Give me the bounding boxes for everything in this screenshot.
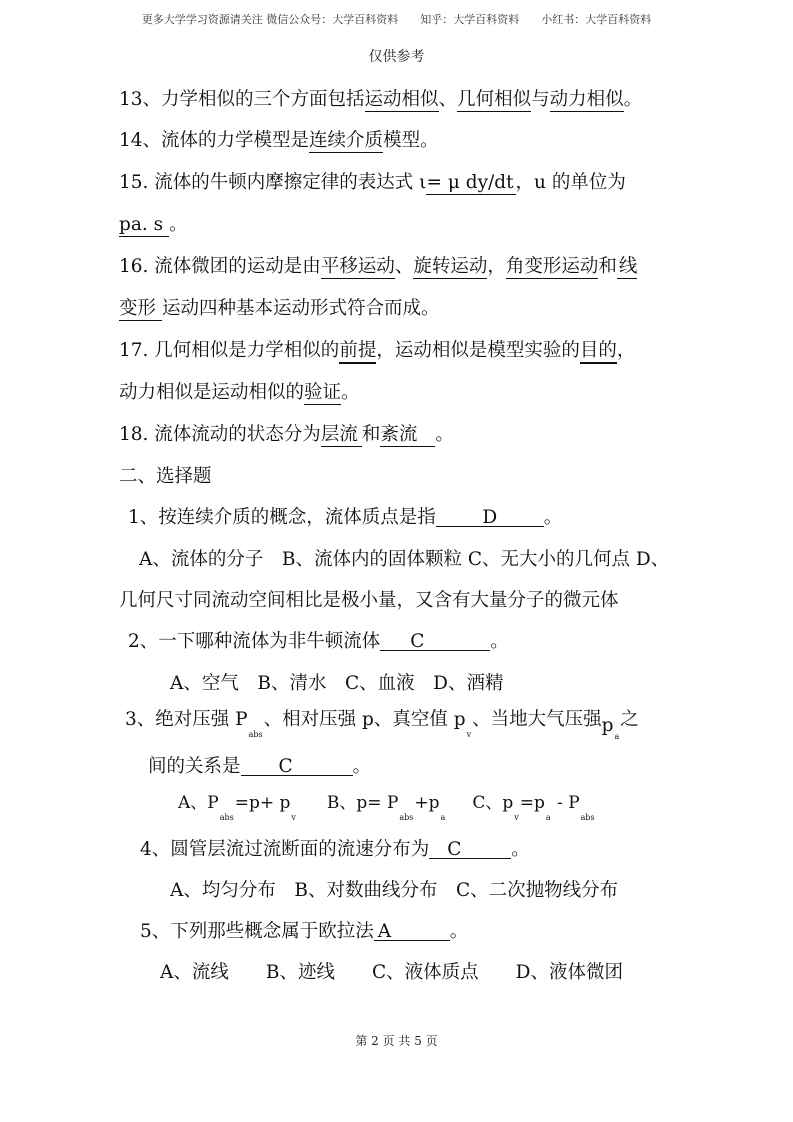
answer-blank	[429, 838, 511, 859]
option-a-rest: =p+ p	[234, 793, 291, 813]
answer-blank: 连续介质	[309, 130, 384, 151]
subscript: abs	[248, 730, 263, 739]
answer-blank	[436, 506, 544, 527]
question-text: 4、圆管层流过流断面的流速分布为	[140, 839, 430, 860]
question-text: 动力相似是运动相似的	[119, 382, 305, 403]
sentence-end: 。	[511, 839, 530, 860]
choice-3-options	[178, 791, 596, 822]
subscript: abs	[580, 813, 595, 822]
question-17-cont	[119, 381, 360, 407]
answer-blank: 线	[618, 256, 638, 277]
sentence-end: 模型。	[383, 130, 439, 151]
question-text: 17. 几何相似是力学相似的	[119, 340, 340, 361]
sentence-end: 。	[543, 507, 563, 528]
question-text: p	[601, 715, 614, 736]
answer-blank: 前提	[339, 340, 376, 364]
choice-question-5	[140, 920, 468, 946]
choice-question-4	[140, 838, 530, 864]
answer-blank: 层流	[321, 424, 362, 447]
question-text: 13、力学相似的三个方面包括	[119, 89, 365, 110]
subscript: abs	[219, 813, 234, 822]
option-b-rest: +p	[414, 793, 440, 813]
answer-blank	[374, 920, 450, 941]
question-text: 14、流体的力学模型是	[119, 130, 310, 151]
question-16-cont	[119, 297, 440, 323]
separator: 与	[531, 89, 550, 110]
question-13	[119, 88, 642, 114]
choice-question-2	[128, 630, 509, 656]
question-text: 5、下列那些概念属于欧拉法	[140, 921, 374, 942]
question-15	[119, 171, 626, 197]
sentence-end: 。	[490, 631, 509, 652]
subscript: v	[466, 730, 472, 739]
page-footer: 第 2 页 共 5 页	[355, 1034, 438, 1048]
answer-blank: 角变形运动	[505, 256, 599, 277]
reference-note: 仅供参考	[368, 49, 425, 65]
answer-blank	[241, 755, 353, 776]
subscript: abs	[399, 813, 414, 822]
question-text: 间的关系是	[148, 756, 241, 777]
question-text: 16. 流体微团的运动是由	[119, 256, 321, 277]
question-text: 18. 流体流动的状态分为	[119, 424, 321, 445]
sentence-end: 。	[623, 89, 643, 110]
question-text: 3、绝对压强 P	[125, 709, 248, 730]
question-15-cont	[119, 213, 188, 239]
answer-blank: 运动相似	[364, 89, 439, 110]
answer-blank: 平移运动	[320, 256, 395, 277]
choice-4-options: A、均匀分布 B、对数曲线分布 C、二次抛物线分布	[170, 880, 619, 901]
answer-blank: 旋转运动	[413, 256, 488, 277]
choice-1-options: A、流体的分子 B、流体内的固体颗粒 C、无大小的几何点 D、	[139, 549, 670, 570]
section-title: 二、选择题	[119, 466, 212, 487]
answer-blank	[380, 630, 490, 651]
answer-blank: 变形	[119, 298, 162, 321]
subscript: a	[614, 732, 620, 741]
subscript: v	[291, 813, 296, 822]
question-text: 之	[620, 709, 639, 730]
option-c-tail: - P	[551, 793, 580, 813]
sentence-end: 。	[449, 921, 469, 942]
sentence-end: 。	[169, 214, 188, 235]
answer-text: C	[410, 631, 425, 652]
answer-blank: 动力相似	[549, 89, 624, 110]
separator: 和	[598, 256, 617, 277]
question-text: ，u 的单位为	[515, 172, 626, 193]
separator: 、	[438, 89, 458, 110]
choice-question-1	[128, 506, 562, 532]
question-text: 和	[361, 424, 381, 445]
answer-text: D	[482, 507, 498, 528]
question-14	[119, 129, 439, 155]
answer-blank: 目的	[580, 340, 617, 364]
sentence-end: 。	[341, 382, 360, 403]
answer-blank: pa. s	[119, 214, 169, 237]
question-text: 、当地大气压强	[472, 709, 602, 730]
choice-1-options-cont: 几何尺寸同流动空间相比是极小量，又含有大量分子的微元体	[119, 590, 619, 611]
subscript: a	[545, 813, 551, 822]
answer-blank: = μ dy/dt	[426, 172, 514, 193]
sentence-end: 。	[435, 424, 454, 445]
question-text: 2、一下哪种流体为非牛顿流体	[128, 631, 381, 652]
answer-blank: 紊流	[380, 424, 435, 447]
option-a: A、P	[178, 793, 219, 813]
top-banner: 更多大学学习资源请关注 微信公众号：大学百科资料 知乎：大学百科资料 小红书：大学百科资料	[141, 13, 652, 26]
choice-2-options: A、空气 B、清水 C、血液 D、酒精	[170, 673, 504, 694]
choice-question-3-cont	[148, 755, 371, 781]
separator: ，	[487, 256, 506, 277]
question-text: ，运动相似是模型实验的	[376, 340, 580, 361]
answer-blank: 几何相似	[457, 89, 532, 110]
question-text: 运动四种基本运动形式符合而成。	[162, 298, 440, 319]
option-c: C、p	[472, 793, 514, 813]
option-b: B、p= P	[326, 793, 399, 813]
question-18	[119, 423, 454, 449]
question-text: 、相对压强 p、真空值 p	[263, 709, 466, 730]
choice-question-3	[125, 708, 639, 741]
option-c-rest: =p	[519, 793, 545, 813]
choice-5-options: A、流线 B、迹线 C、液体质点 D、液体微团	[160, 962, 623, 983]
separator: 、	[394, 256, 414, 277]
subscript: v	[514, 813, 519, 822]
answer-text: C	[278, 756, 293, 777]
question-text: 15. 流体的牛顿内摩擦定律的表达式 ι	[119, 172, 427, 193]
answer-text: C	[447, 839, 462, 860]
question-16	[119, 255, 637, 281]
question-text: 1、按连续介质的概念，流体质点是指	[128, 507, 436, 528]
answer-text: A	[377, 921, 392, 942]
answer-blank: 验证	[304, 382, 342, 403]
separator: ，	[616, 340, 636, 361]
subscript: a	[440, 813, 446, 822]
question-17	[119, 339, 635, 365]
sentence-end: 。	[352, 756, 372, 777]
